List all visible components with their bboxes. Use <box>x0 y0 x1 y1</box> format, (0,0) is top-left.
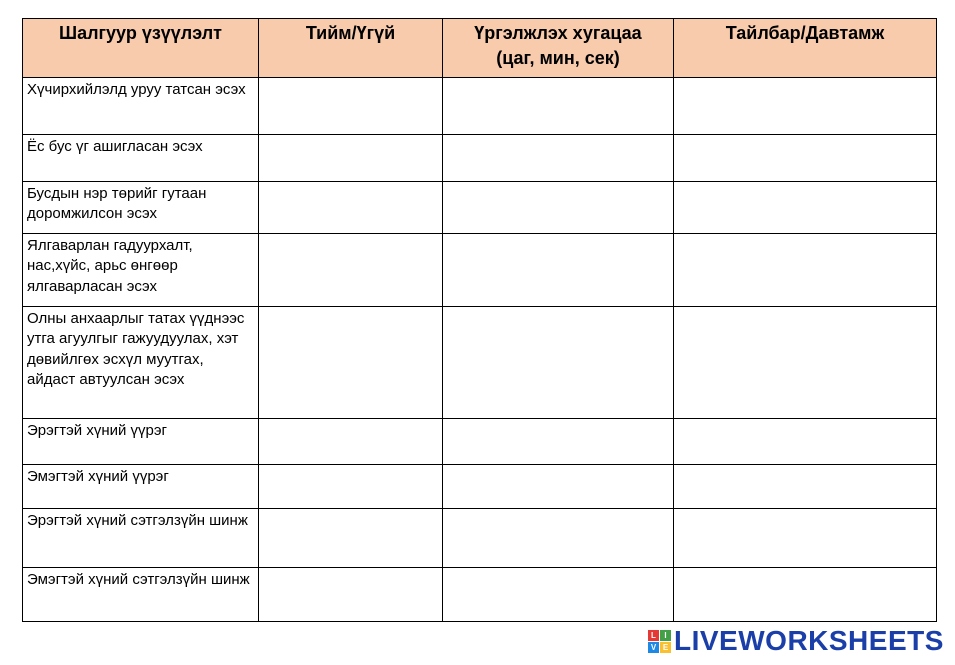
logo-text: LIVEWORKSHEETS <box>674 625 944 656</box>
comment-cell[interactable] <box>674 307 937 419</box>
yes-no-cell[interactable] <box>259 135 443 182</box>
comment-cell[interactable] <box>674 568 937 622</box>
criteria-cell: Эрэгтэй хүний үүрэг <box>23 419 259 465</box>
table-row <box>23 465 937 509</box>
yes-no-cell[interactable] <box>259 78 443 135</box>
comment-cell[interactable] <box>674 135 937 182</box>
yes-no-cell[interactable] <box>259 182 443 234</box>
logo-tiles-icon <box>648 630 671 653</box>
header-comment-frequency: Тайлбар/Давтамж <box>674 19 937 78</box>
yes-no-cell[interactable] <box>259 234 443 307</box>
table-row <box>23 78 937 135</box>
duration-cell[interactable] <box>443 465 674 509</box>
comment-cell[interactable] <box>674 419 937 465</box>
criteria-cell: Ялгаварлан гадуурхалт, нас,хүйс, арьс өнгөөр ялгаварласан эсэх <box>23 234 259 307</box>
logo-tile-v: V <box>648 642 659 653</box>
criteria-table <box>22 18 937 622</box>
comment-cell[interactable] <box>674 465 937 509</box>
table-row <box>23 568 937 622</box>
logo-tile-i: I <box>660 630 671 641</box>
table-row <box>23 419 937 465</box>
comment-cell[interactable] <box>674 78 937 135</box>
duration-cell[interactable] <box>443 419 674 465</box>
table-row <box>23 234 937 307</box>
yes-no-cell[interactable] <box>259 307 443 419</box>
duration-cell[interactable] <box>443 568 674 622</box>
duration-cell[interactable] <box>443 182 674 234</box>
yes-no-cell[interactable] <box>259 419 443 465</box>
comment-cell[interactable] <box>674 182 937 234</box>
comment-cell[interactable] <box>674 234 937 307</box>
yes-no-cell[interactable] <box>259 465 443 509</box>
duration-cell[interactable] <box>443 234 674 307</box>
table-row <box>23 509 937 568</box>
header-row <box>23 19 937 78</box>
header-duration: Үргэлжлэх хугацаа (цаг, мин, сек) <box>443 19 674 78</box>
comment-cell[interactable] <box>674 509 937 568</box>
yes-no-cell[interactable] <box>259 509 443 568</box>
logo-tile-e: E <box>660 642 671 653</box>
header-yes-no: Тийм/Үгүй <box>259 19 443 78</box>
duration-cell[interactable] <box>443 307 674 419</box>
table-row <box>23 307 937 419</box>
criteria-cell: Бусдын нэр төрийг гутаан доромжилсон эсэх <box>23 182 259 234</box>
criteria-cell: Эмэгтэй хүний сэтгэлзүйн шинж <box>23 568 259 622</box>
yes-no-cell[interactable] <box>259 568 443 622</box>
duration-cell[interactable] <box>443 135 674 182</box>
criteria-cell: Эрэгтэй хүний сэтгэлзүйн шинж <box>23 509 259 568</box>
table-row <box>23 135 937 182</box>
duration-cell[interactable] <box>443 509 674 568</box>
liveworksheets-logo <box>648 626 944 656</box>
header-criteria: Шалгуур үзүүлэлт <box>23 19 259 78</box>
criteria-cell: Олны анхаарлыг татах үүднээс утга агуулгыг гажуудуулах, хэт дөвийлгөх эсхүл муутгах, айдаст автуулсан эсэх <box>23 307 259 419</box>
duration-cell[interactable] <box>443 78 674 135</box>
criteria-cell: Эмэгтэй хүний үүрэг <box>23 465 259 509</box>
logo-tile-l: L <box>648 630 659 641</box>
table-row <box>23 182 937 234</box>
criteria-cell: Хүчирхийлэлд уруу татсан эсэх <box>23 78 259 135</box>
criteria-cell: Ёс бус үг ашигласан эсэх <box>23 135 259 182</box>
